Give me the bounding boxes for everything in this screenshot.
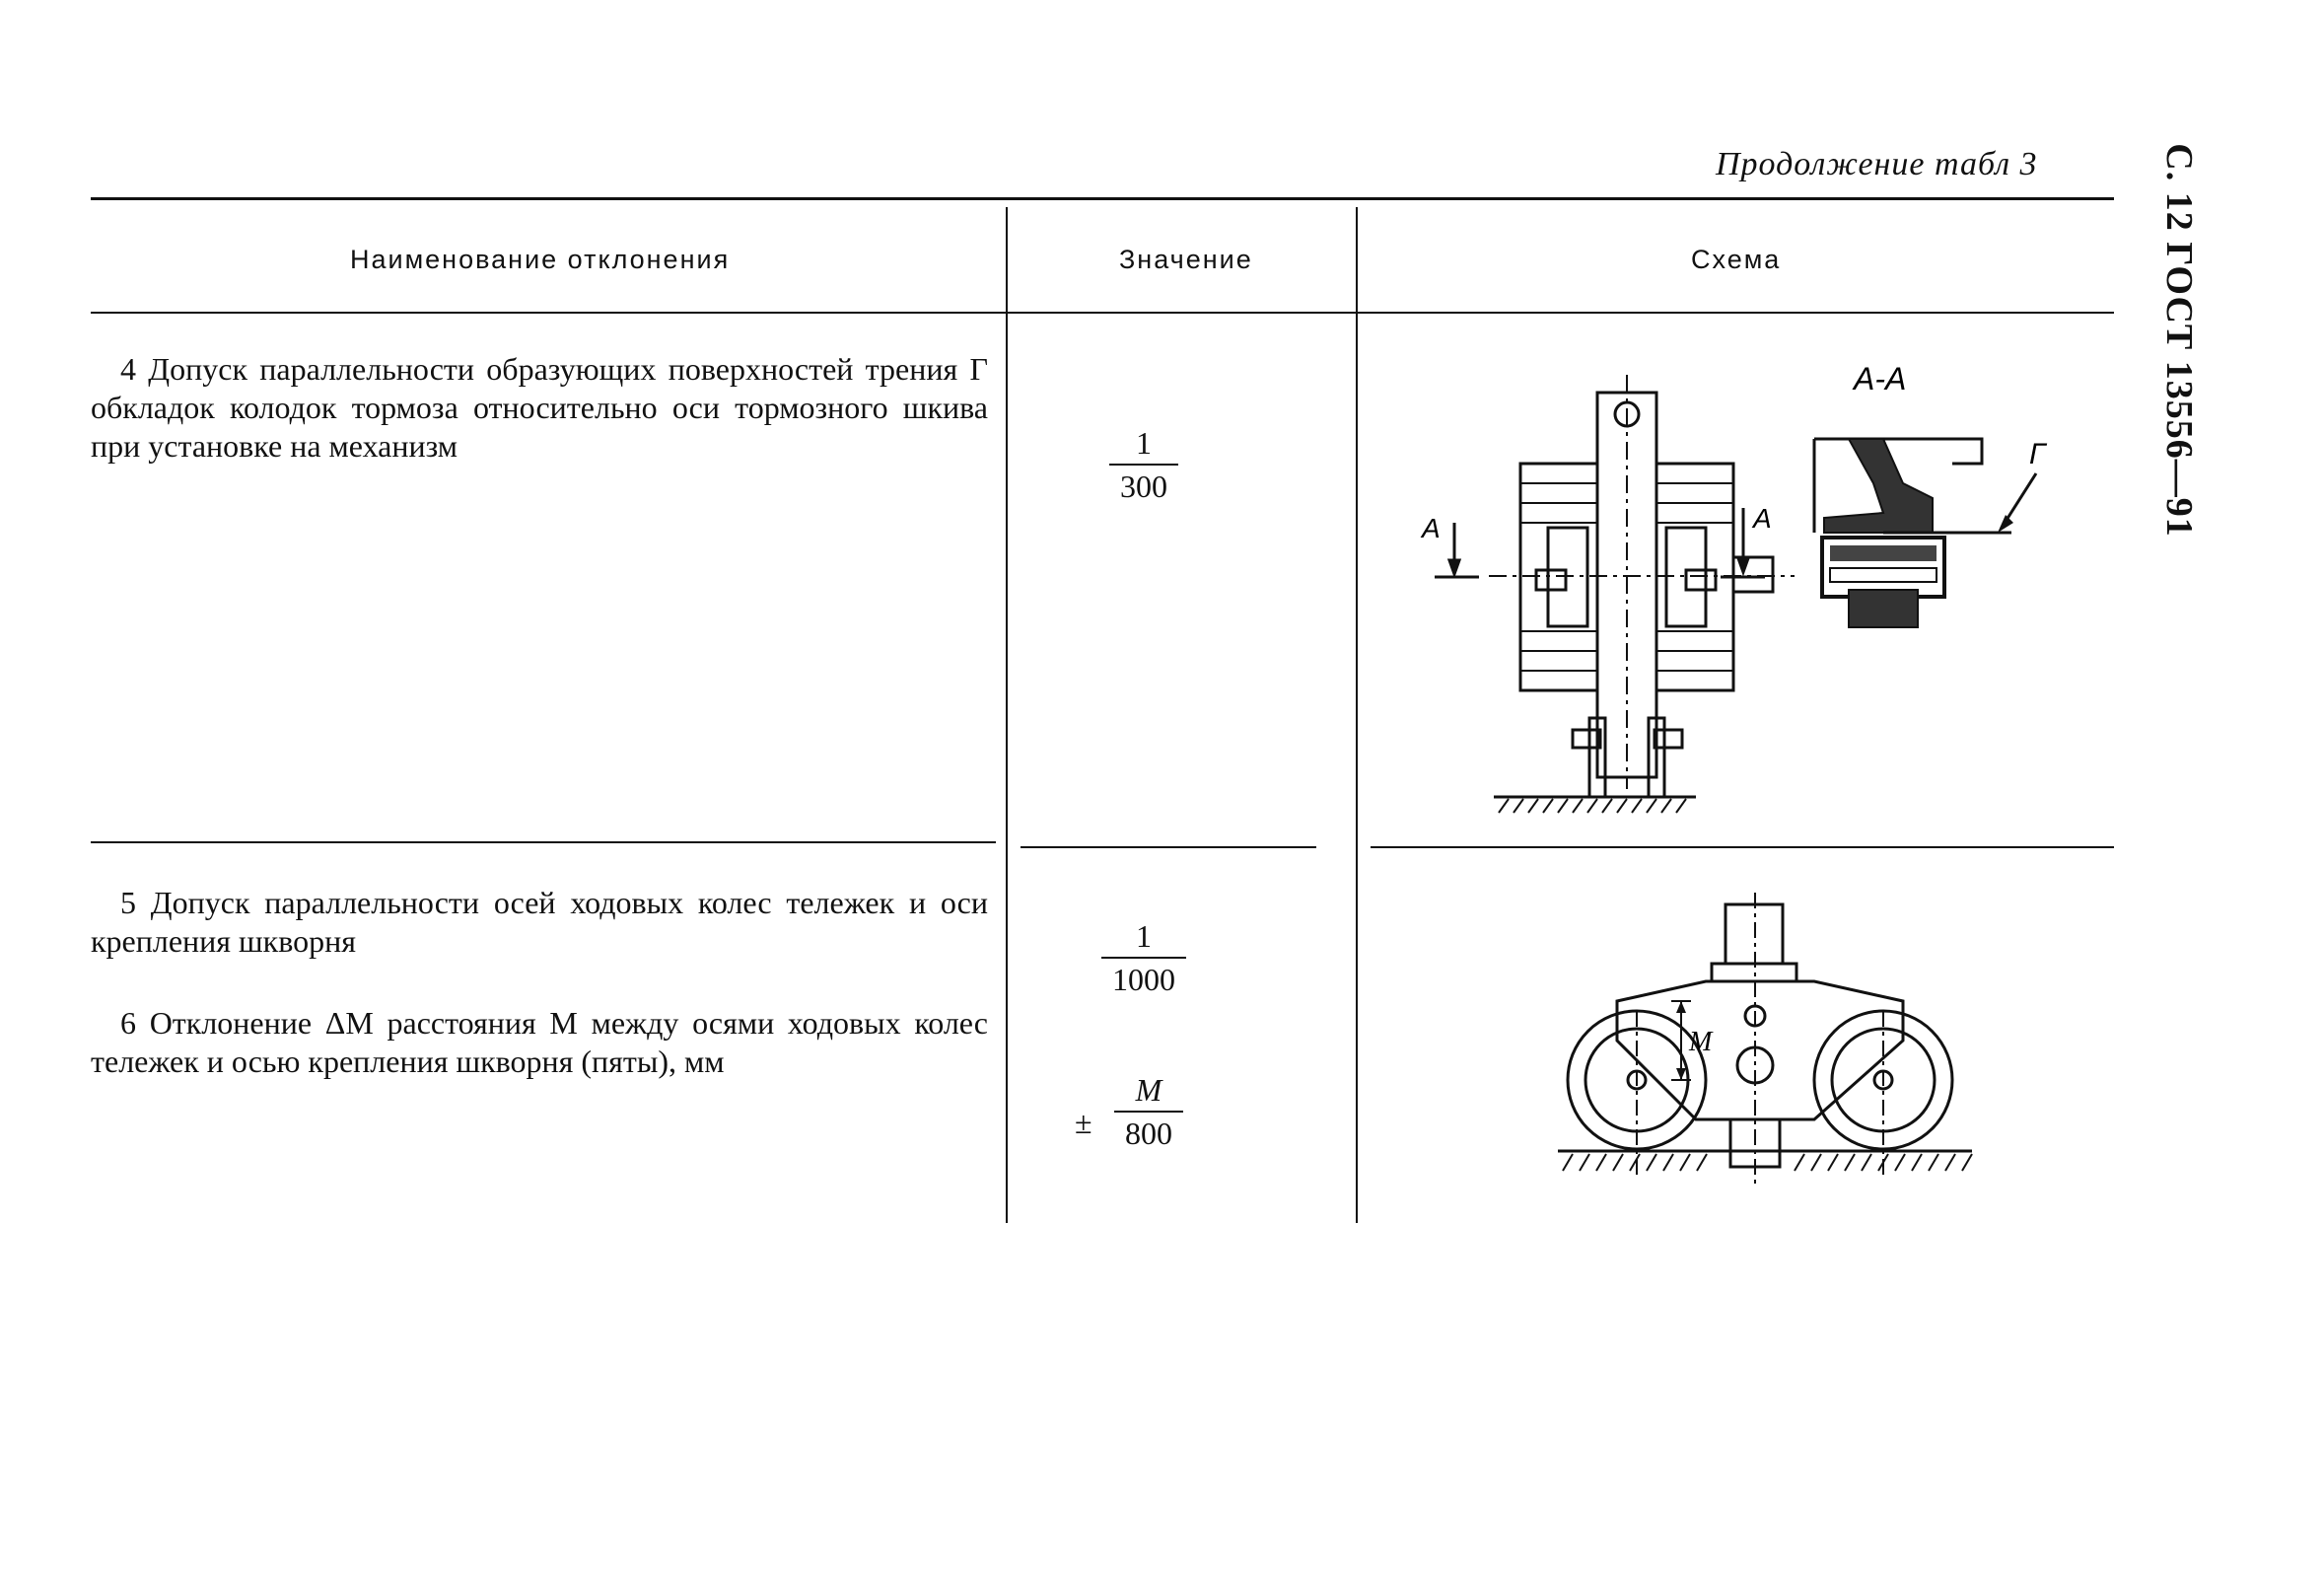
brake-pad-section: [1824, 439, 1933, 533]
row-separator-mid: [1021, 846, 1316, 848]
row-6-value: [1114, 1073, 1183, 1150]
row-6-value-sign: ±: [1075, 1105, 1092, 1140]
column-divider-1: [1006, 207, 1008, 1223]
brake-scheme-diagram: [1371, 335, 2120, 819]
column-header-name: Наименование отклонения: [350, 245, 731, 274]
section-arrow-right-label: А: [1753, 503, 1772, 534]
row-separator-left: [91, 841, 996, 843]
friction-surface-label: Г: [2029, 438, 2046, 470]
row-4-value-denominator: 300: [1120, 468, 1167, 504]
dimension-m-label: M: [1689, 1027, 1713, 1057]
row-4-name: 4 Допуск параллельности образующих поверхностей трения Г обкладок колодок тормоза относительно оси тормозного шкива при установке на механизм: [91, 351, 988, 464]
column-header-value: Значение: [1119, 245, 1253, 274]
row-6-value-denominator: 800: [1125, 1116, 1172, 1151]
row-4-value-numerator: 1: [1136, 425, 1152, 461]
fraction-bar: [1101, 957, 1186, 959]
page-side-label: [2149, 143, 2209, 538]
section-title-label: А-А: [1854, 361, 1907, 396]
row-4-value: [1109, 426, 1178, 503]
standard-designation: С. 12 ГОСТ 13556—91: [2158, 143, 2200, 538]
row-6-name: 6 Отклонение ΔM расстояния M между осями ходовых колес тележек и осью крепления шкворня (пяты), мм: [91, 1005, 988, 1079]
fraction-bar: [1109, 464, 1178, 466]
section-arrow-left-label: А: [1422, 513, 1441, 543]
row-5-value: [1101, 919, 1186, 996]
row-5-value-numerator: 1: [1136, 918, 1152, 954]
bogie-scheme-diagram: [1518, 893, 2011, 1188]
row-5-name: 5 Допуск параллельности осей ходовых колес тележек и оси крепления шкворня: [91, 885, 988, 959]
table-caption: Продолжение табл 3: [1716, 146, 2038, 182]
row-5-value-denominator: 1000: [1112, 962, 1175, 997]
fraction-bar: [1114, 1111, 1183, 1113]
column-divider-2: [1356, 207, 1358, 1223]
row-separator-right: [1371, 846, 2114, 848]
row-6-value-numerator: M: [1135, 1072, 1162, 1108]
table-header-rule: [91, 312, 2114, 314]
bogie-frame: [1617, 981, 1903, 1119]
table-top-rule: [91, 197, 2114, 200]
column-header-scheme: Схема: [1691, 245, 1782, 274]
